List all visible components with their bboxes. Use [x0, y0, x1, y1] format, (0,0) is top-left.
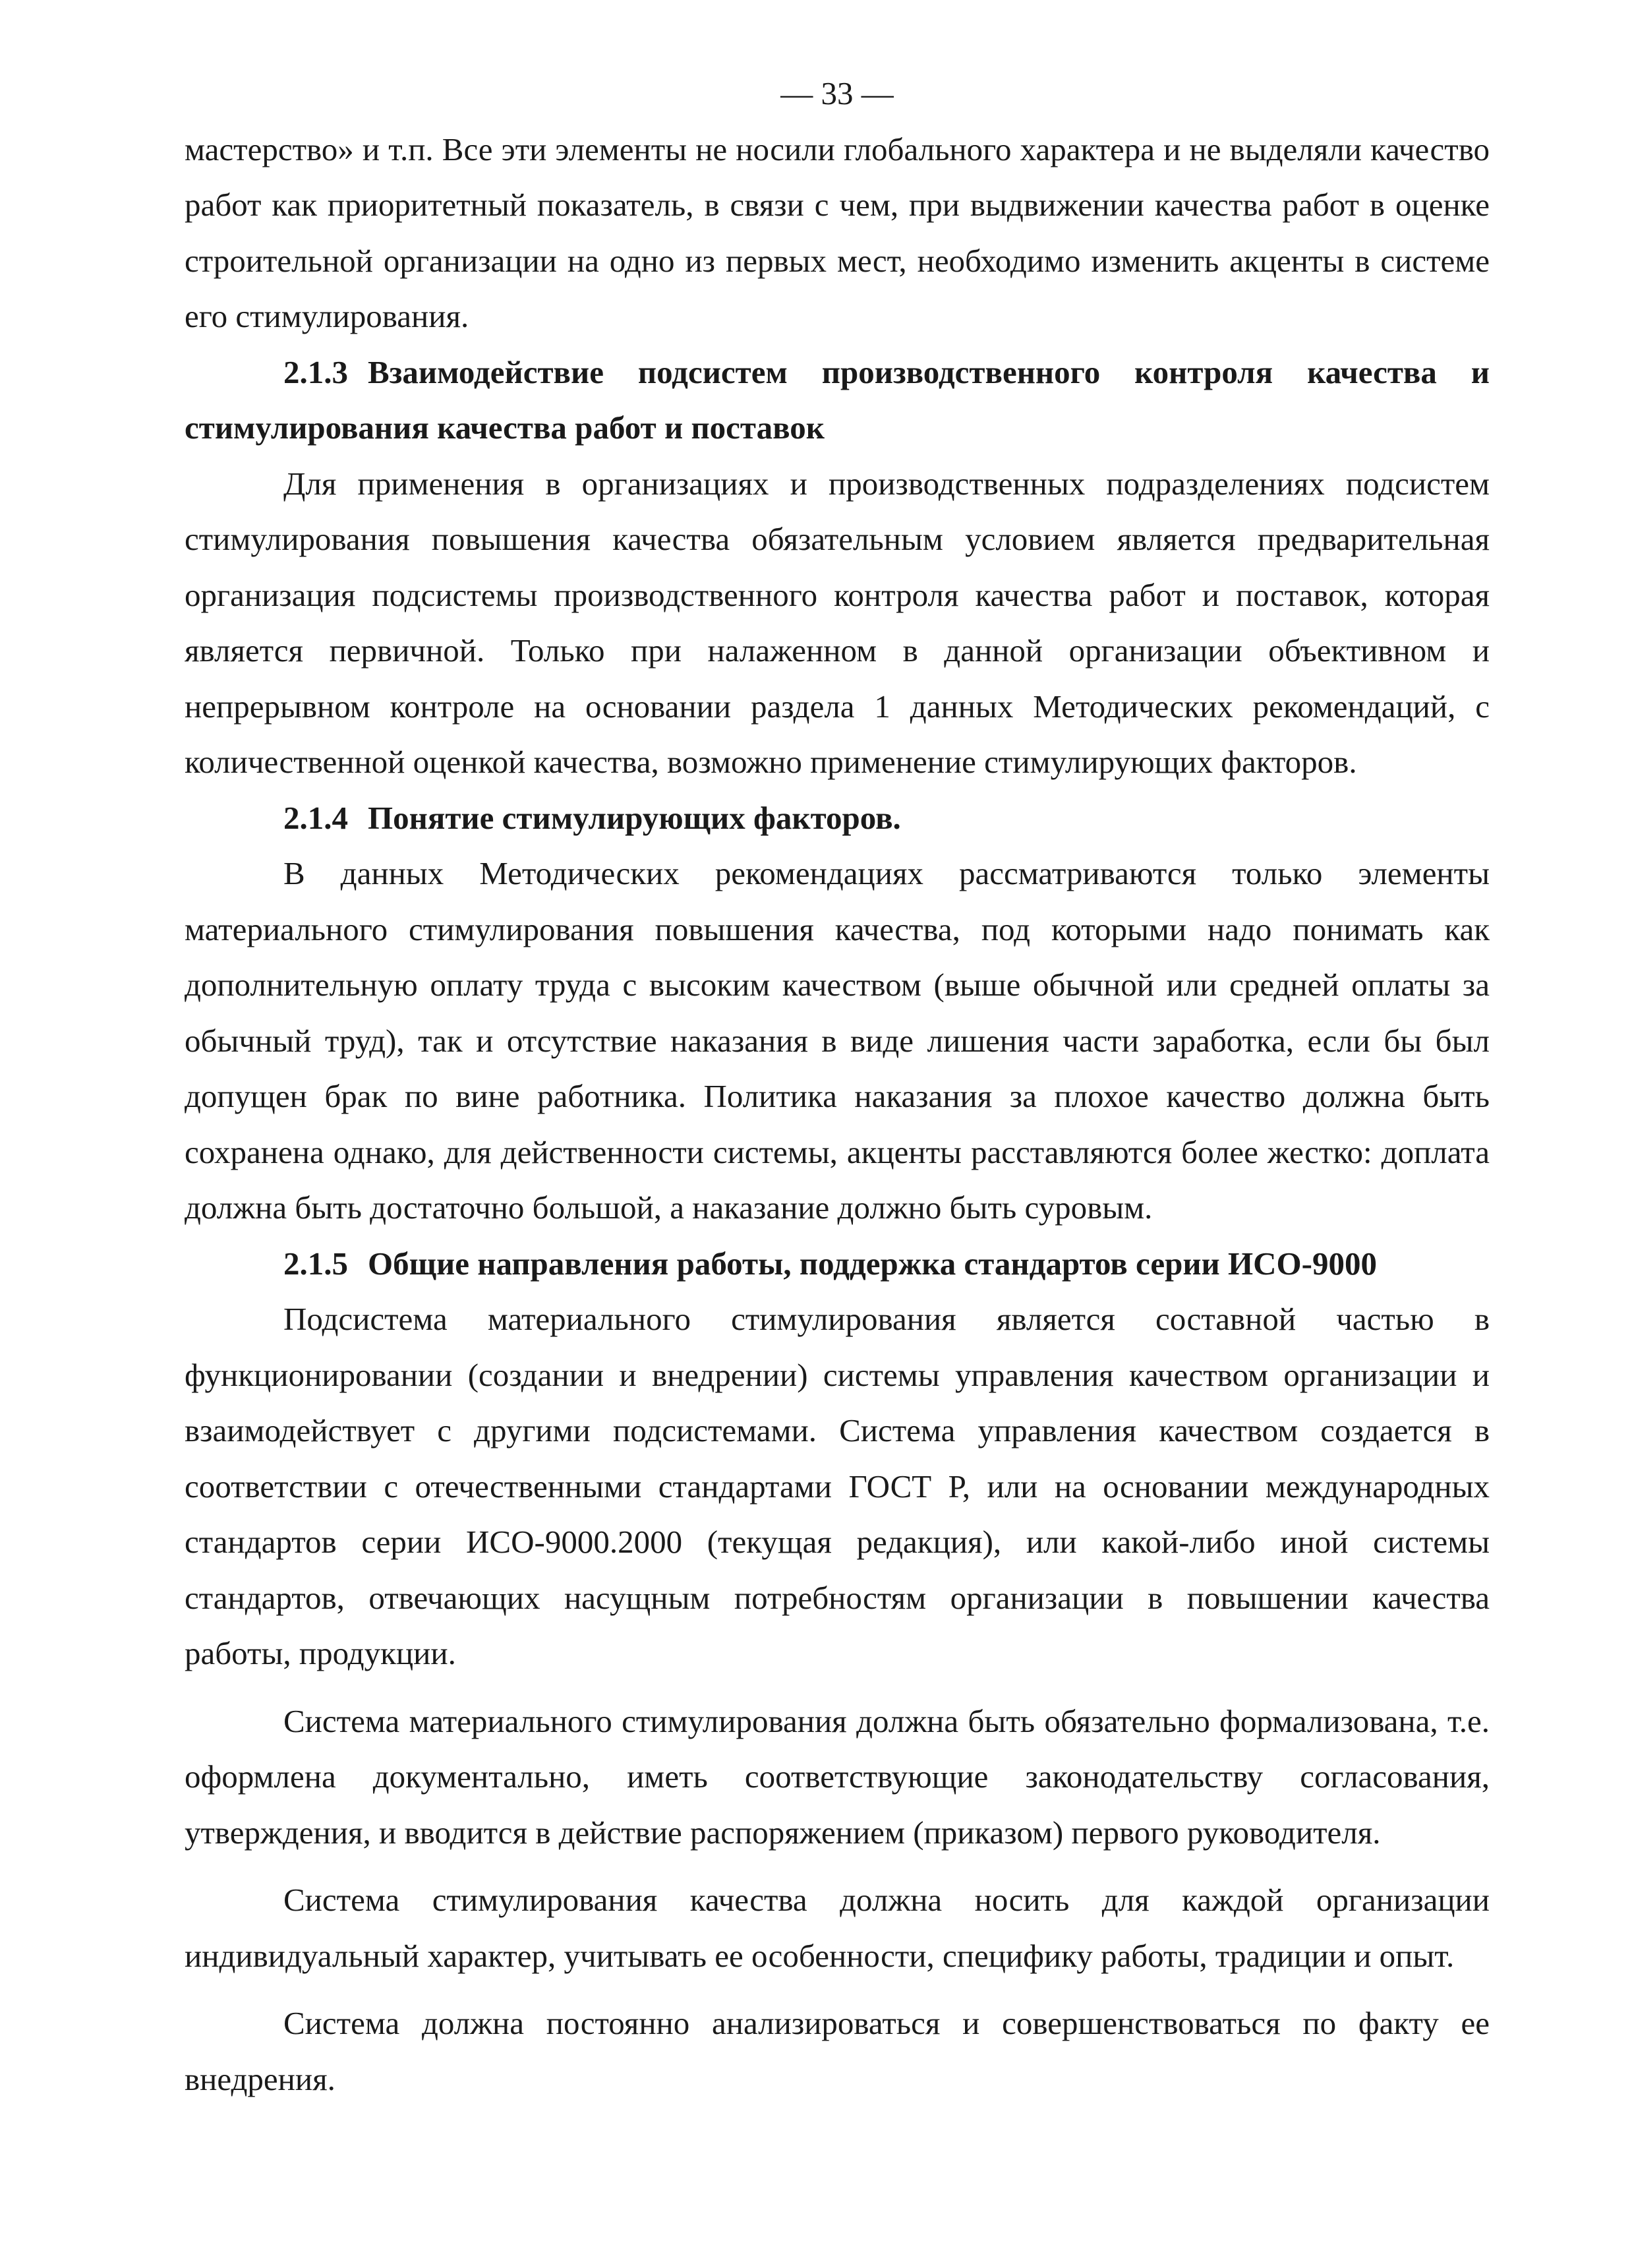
paragraph: Система материального стимулирования должна быть обязательно формализована, т.е. оформлена документально, иметь соответствующие законодательству согласования, утверждения, и вводится в действие распоряжением (приказом) первого руководителя. [185, 1702, 1490, 1851]
paragraph: Система стимулирования качества должна носить для каждой организации индивидуальный характер, учитывать ее особенности, специфику работы, традиции и опыт. [185, 1882, 1490, 1974]
document-body [185, 122, 1490, 2108]
section-title: Общие направления работы, поддержка стандартов серии ИСО-9000 [368, 1245, 1377, 1282]
paragraph: Система должна постоянно анализироваться и совершенствоваться по факту ее внедрения. [185, 2005, 1490, 2097]
section-heading [185, 791, 1490, 847]
paragraph: Подсистема материального стимулирования является составной частью в функционировании (создании и внедрении) системы управления качеством организации и взаимодействует с другими подсистемами. Система управления качеством создается в соответствии с отечественными стандартами ГОСТ Р, или на основании международных стандартов серии ИСО-9000.2000 (текущая редакция), или какой-либо иной системы стандартов, отвечающих насущным потребностям организации в повышении качества работы, продукции. [185, 1301, 1490, 1671]
section-title: Понятие стимулирующих факторов. [368, 799, 901, 836]
section-title: Взаимодействие подсистем производственного контроля качества и стимулирования качества работ и поставок [185, 353, 1490, 446]
paragraph: мастерство» и т.п. Все эти элементы не носили глобального характера и не выделяли качество работ как приоритетный показатель, в связи с чем, при выдвижении качества работ в оценке строительной организации на одно из первых мест, необходимо изменить акценты в системе его стимулирования. [185, 131, 1490, 334]
section-number: 2.1.3 [283, 353, 348, 390]
page-number: — 33 — [780, 75, 894, 111]
document-page [185, 66, 1490, 2107]
section-number: 2.1.4 [283, 799, 348, 836]
section-heading [185, 345, 1490, 456]
section-heading [185, 1236, 1490, 1292]
paragraph: Для применения в организациях и производственных подразделениях подсистем стимулирования повышения качества обязательным условием является предварительная организация подсистемы производственного контроля качества работ и поставок, которая является первичной. Только при налаженном в данной организации объективном и непрерывном контроле на основании раздела 1 данных Методических рекомендаций, с количественной оценкой качества, возможно применение стимулирующих факторов. [185, 465, 1490, 780]
section-number: 2.1.5 [283, 1245, 348, 1282]
paragraph: В данных Методических рекомендациях рассматриваются только элементы материального стимулирования повышения качества, под которыми надо понимать как дополнительную оплату труда с высоким качеством (выше обычной или средней оплаты за обычный труд), так и отсутствие наказания в виде лишения части заработка, если бы был допущен брак по вине работника. Политика наказания за плохое качество должна быть сохранена однако, для действенности системы, акценты расставляются более жестко: доплата должна быть достаточно большой, а наказание должно быть суровым. [185, 855, 1490, 1226]
